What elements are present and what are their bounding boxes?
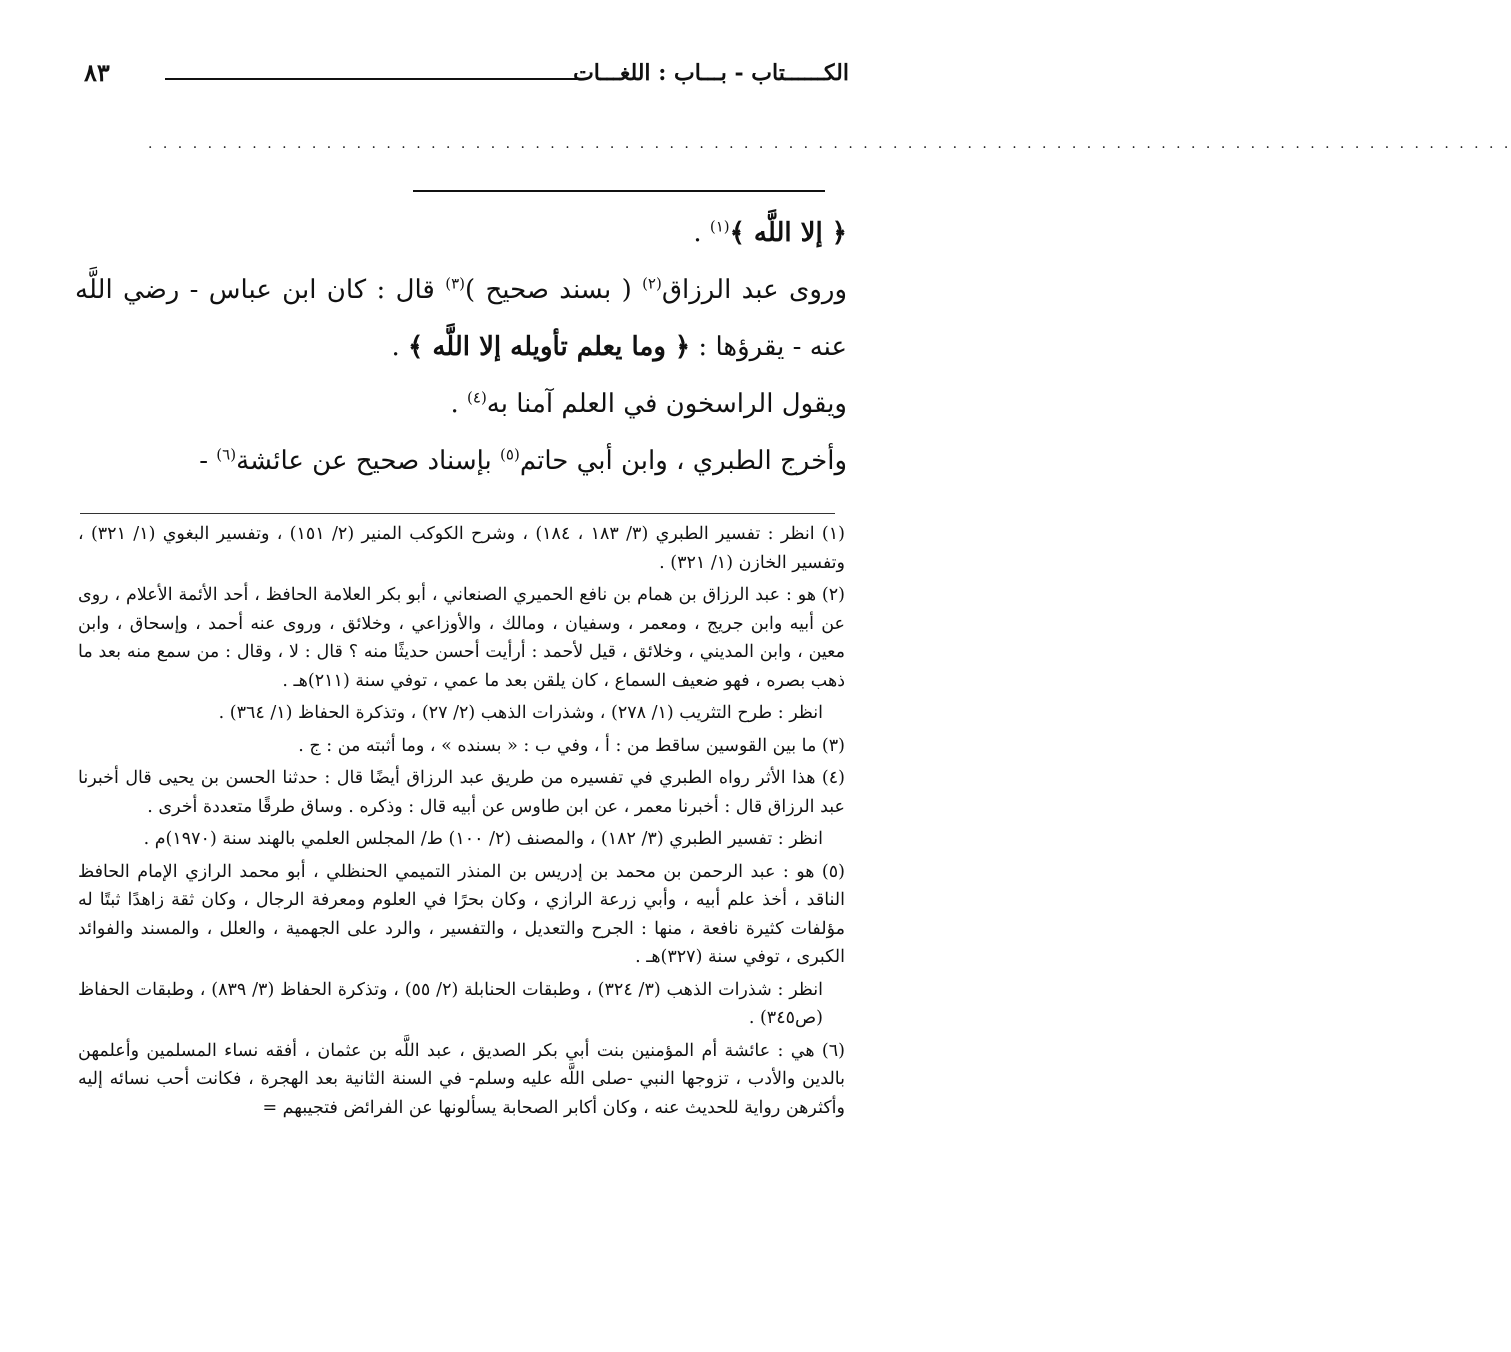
quran-quote: ﴿ وما يعلم تأويله إلا اللَّه ﴾ <box>408 332 691 362</box>
footnote-4-reference: انظر : تفسير الطبري (٣/ ١٨٢) ، والمصنف (٢/ ١٠٠) ط/ المجلس العلمي بالهند سنة (١٩٧٠)م . <box>143 829 823 849</box>
main-text-span: . <box>450 389 468 419</box>
footnote-3: (٣) ما بين القوسين ساقط من : أ ، وفي ب : « بسنده » ، وما أثبته من : ج . <box>298 735 845 756</box>
footnotes-rule <box>80 513 835 514</box>
main-text <box>75 205 847 490</box>
footnote-5-reference: انظر : شذرات الذهب (٣/ ٣٢٤) ، وطبقات الحنابلة (٢/ ٥٥) ، وتذكرة الحفاظ (٣/ ٨٣٩) ، وطبقات الحفاظ (ص٣٤٥) . <box>78 979 824 1028</box>
main-line-1 <box>75 205 847 262</box>
footnote-5: (٥) هو : عبد الرحمن بن محمد بن إدريس بن المنذر التميمي الحنظلي ، أبو محمد الرازي الإمام الحافظ الناقد ، أخذ علم أبيه ، وأبي زرعة الرازي ، وكان بحرًا في العلوم ومعرفة الرجال ، وكان ثقة زاهدًا ثبتًا له مؤلفات كثيرة نافعة ، منها : الجرح والتعديل ، والتفسير ، والرد على الجهمية ، والعلل ، والمسند والفوائد الكبرى ، توفي سنة (٣٢٧)هـ . <box>78 861 845 967</box>
main-text-span: قال : كان ابن عباس - رضي اللَّه عنه - يقرؤها : <box>75 275 847 362</box>
page-number: ٨٣ <box>84 58 110 87</box>
footnote-ref-1: (١) <box>709 217 730 236</box>
footnote-4: (٤) هذا الأثر رواه الطبري في تفسيره من طريق عبد الرزاق أيضًا قال : حدثنا الحسن بن يحيى قال أخبرنا عبد الرزاق قال : أخبرنا معمر ، عن ابن طاوس عن أبيه قال : وذكره . وساق طرقًا متعددة أخرى . <box>78 768 845 817</box>
footnote-ref-2: (٢) <box>642 274 662 293</box>
main-text-span: وروى عبد الرزاق <box>661 275 847 305</box>
footnote-ref-5: (٥) <box>500 445 520 464</box>
main-text-span: ( بسند صحيح ) <box>464 275 643 305</box>
footnote-2: (٢) هو : عبد الرزاق بن همام بن نافع الحميري الصنعاني ، أبو بكر العلامة الحافظ ، أحد الأئمة الأعلام ، روى عن أبيه وابن جريج ، ومعمر ، وسفيان ، ومالك ، والأوزاعي ، وخلائق ، وروى عنه أحمد ، وإسحاق ، وابن معين ، وابن المديني ، وخلائق ، قيل لأحمد : أرأيت أحسن حديثًا منه ؟ قال : لا ، وقال : من سمع منه بعد ما ذهب بصره ، فهو ضعيف السماع ، كان يلقن بعد ما عمي ، توفي سنة (٢١١)هـ . <box>78 585 845 691</box>
main-text-span: . <box>693 218 710 248</box>
footnote-ref-4: (٤) <box>467 388 487 407</box>
quran-quote: ﴿ إلا اللَّه ﴾ <box>729 218 847 248</box>
main-text-span: - <box>199 446 217 476</box>
footnote-1: (١) انظر : تفسير الطبري (٣/ ١٨٣ ، ١٨٤) ، وشرح الكوكب المنير (٢/ ١٥١) ، وتفسير البغوي (١/ ٣٢١) ، وتفسير الخازن (١/ ٣٢١) . <box>78 524 845 573</box>
main-paragraph-2 <box>75 262 847 376</box>
main-text-span: بإسناد صحيح عن عائشة <box>236 446 501 476</box>
main-line-4 <box>75 433 847 490</box>
header-rule <box>165 78 577 80</box>
page-header <box>60 56 849 100</box>
footnotes <box>78 520 845 1126</box>
footnote-ref-6: (٦) <box>216 445 237 464</box>
running-title: الكــــــتاب - بـــاب : اللغـــات <box>573 60 849 86</box>
footnote-2-reference: انظر : طرح التثريب (١/ ٢٧٨) ، وشذرات الذهب (٢/ ٢٧) ، وتذكرة الحفاظ (١/ ٣٦٤) . <box>218 703 823 723</box>
main-line-3 <box>75 376 847 433</box>
main-text-span: . <box>391 332 409 362</box>
footnote-ref-3: (٣) <box>445 274 465 293</box>
main-text-span: ويقول الراسخون في العلم آمنا به <box>486 389 847 419</box>
main-text-span: وأخرج الطبري ، وابن أبي حاتم <box>519 446 847 476</box>
footnote-6: (٦) هي : عائشة أم المؤمنين بنت أبي بكر الصديق ، عبد اللَّه بن عثمان ، أفقه نساء المسلمين وأعلمهن بالدين والأدب ، تزوجها النبي -صلى اللَّه عليه وسلم- في السنة الثانية بعد الهجرة ، فكانت أحب نسائه إليه وأكثرهن رواية للحديث عنه ، وكان أكابر الصحابة يسألونها عن الفرائض فتجيبهم = <box>78 1040 845 1118</box>
dotted-separator: · · · · · · · · · · · · · · · · · · · · · · · · · · · · · · · · · · · · · · · · · · · · · · · · · · · · · · · · · · · · · · · · · · · · · · · · · · · · · · · · · · · · · · · · · · · · <box>148 140 1511 156</box>
section-rule <box>413 190 825 192</box>
